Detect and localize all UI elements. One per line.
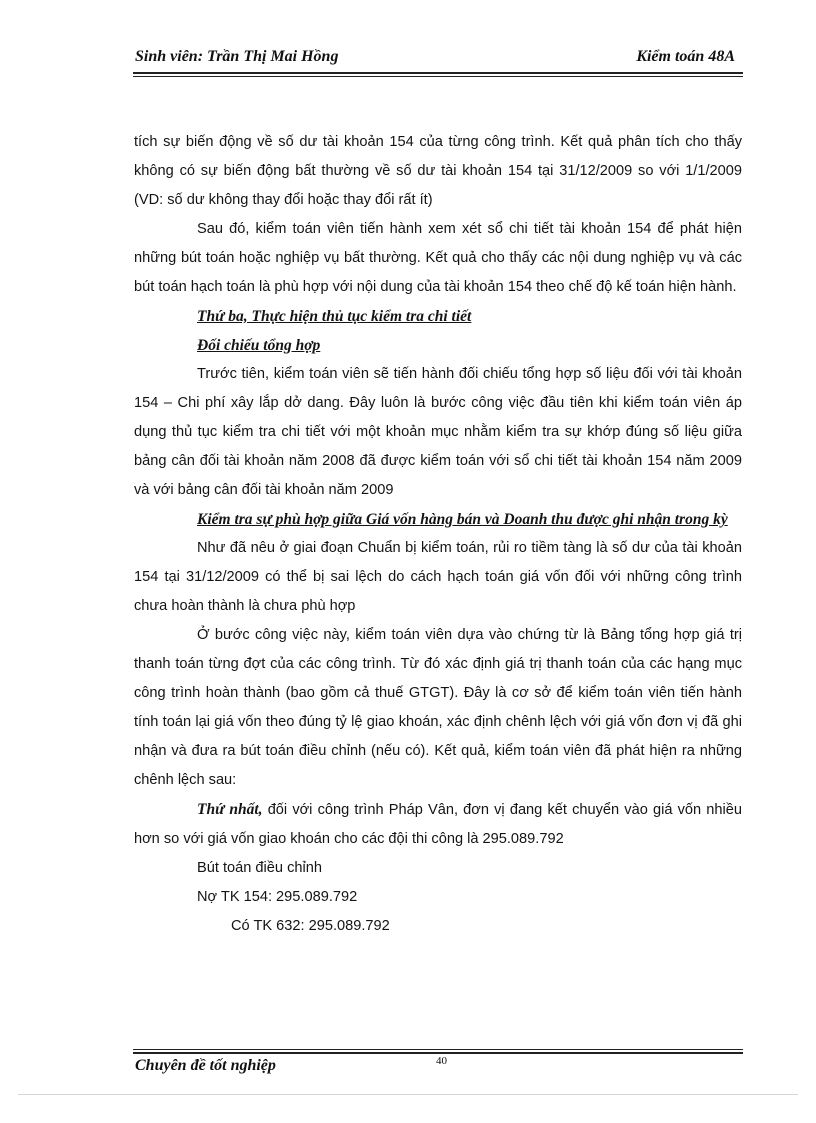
paragraph-6-lead: Thứ nhất,	[197, 801, 263, 818]
header-class: Kiểm toán 48A	[636, 48, 735, 65]
paragraph-1: tích sự biến động về số dư tài khoản 154 của từng công trình. Kết quả phân tích cho thấy không có sự biến động bất thường về số dư tài khoản 154 tại 31/12/2009 so với 1/1/2009 (VD: số dư không thay đổi hoặc thay đổi rất ít)	[134, 134, 742, 208]
paragraph-6-text: đối với công trình Pháp Vân, đơn vị đang kết chuyển vào giá vốn nhiều hơn so với giá vốn giao khoán cho các đội thi công là 295.089.792	[134, 802, 743, 847]
paragraph-3: Trước tiên, kiểm toán viên sẽ tiến hành đối chiếu tổng hợp số liệu đối với tài khoản 154 – Chi phí xây lắp dở dang. Đây luôn là bước công việc đầu tiên khi kiểm toán viên áp dụng thủ tục kiểm tra chi tiết với một khoản mục nhằm kiểm tra sự khớp đúng số liệu giữa bảng cân đối tài khoản năm 2008 đã được kiểm toán với sổ chi tiết tài khoản 154 năm 2009 và với bảng cân đối tài khoản năm 2009	[134, 366, 742, 498]
adjusting-entry-title: Bút toán điều chỉnh	[197, 860, 322, 876]
page-number: 40	[436, 1055, 447, 1067]
section-heading-third: Thứ ba, Thực hiện thủ tục kiểm tra chi tiết	[197, 308, 472, 325]
footer-rule-thin	[133, 1049, 743, 1050]
footer-title: Chuyên đề tốt nghiệp	[135, 1057, 276, 1074]
header-rule-thin	[133, 76, 743, 77]
subheading-cogs-revenue: Kiểm tra sự phù hợp giữa Giá vốn hàng bán và Doanh thu được ghi nhận trong kỳ	[197, 511, 728, 528]
paragraph-6	[134, 795, 742, 854]
paragraph-4: Như đã nêu ở giai đoạn Chuẩn bị kiểm toán, rủi ro tiềm tàng là số dư của tài khoản 154 tại 31/12/2009 có thể bị sai lệch do cách hạch toán giá vốn đối với những công trình chưa hoàn thành là chưa phù hợp	[134, 540, 742, 614]
header-rule-thick	[133, 72, 743, 74]
page-header	[133, 46, 743, 72]
document-body	[134, 128, 742, 941]
footer-rule-thick	[133, 1052, 743, 1054]
page-bottom-edge	[18, 1094, 798, 1095]
adjusting-entry-credit: Có TK 632: 295.089.792	[231, 918, 390, 934]
adjusting-entry-debit: Nợ TK 154: 295.089.792	[197, 889, 358, 905]
paragraph-2: Sau đó, kiểm toán viên tiến hành xem xét sổ chi tiết tài khoản 154 để phát hiện những bút toán hoặc nghiệp vụ bất thường. Kết quả cho thấy các nội dung nghiệp vụ và các bút toán hạch toán là phù hợp với nội dung của tài khoản 154 theo chế độ kế toán hiện hành.	[134, 221, 742, 295]
subheading-reconciliation: Đối chiếu tổng hợp	[197, 337, 321, 354]
header-student-name: Sinh viên: Trần Thị Mai Hồng	[135, 48, 339, 65]
paragraph-5: Ở bước công việc này, kiểm toán viên dựa vào chứng từ là Bảng tổng hợp giá trị thanh toán từng đợt của các công trình. Từ đó xác định giá trị thanh toán của các hạng mục công trình hoàn thành (bao gồm cả thuế GTGT). Đây là cơ sở để kiểm toán viên tiến hành tính toán lại giá vốn theo đúng tỷ lệ giao khoán, xác định chênh lệch với giá vốn đơn vị đã ghi nhận và đưa ra bút toán điều chỉnh (nếu có). Kết quả, kiểm toán viên đã phát hiện ra những chênh lệch sau:	[134, 627, 742, 788]
